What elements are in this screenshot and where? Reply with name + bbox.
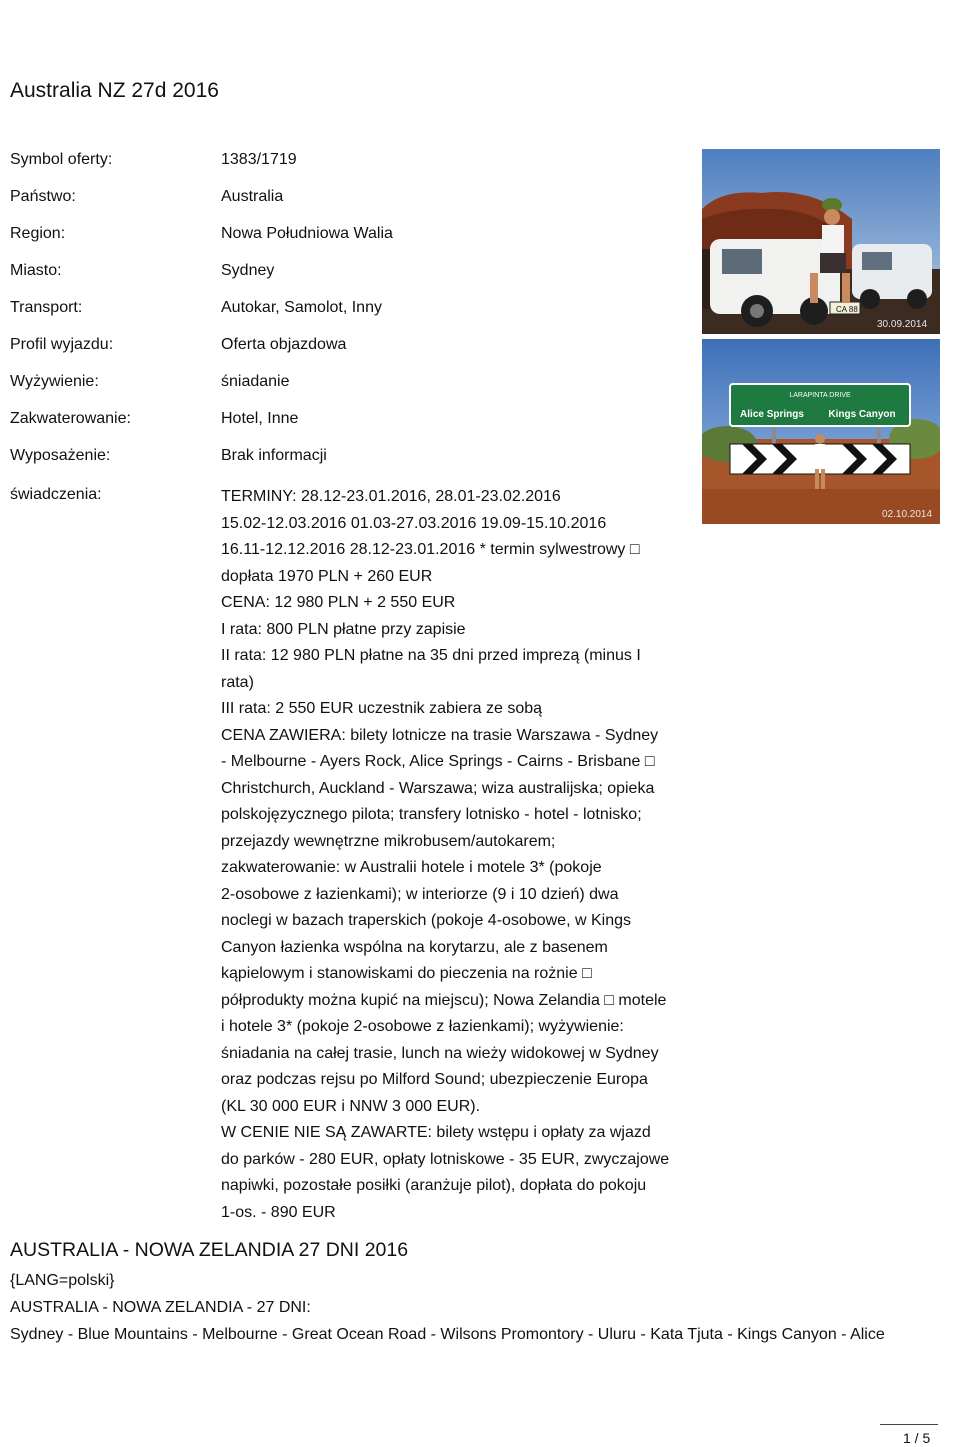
swiadczenia-line: CENA ZAWIERA: bilety lotnicze na trasie Warszawa - Sydney (221, 726, 659, 744)
field-value: 1383/1719 (221, 151, 297, 168)
sign-right-text: Kings Canyon (828, 409, 896, 420)
page-number: 1 / 5 (903, 1430, 931, 1446)
swiadczenia-line: III rata: 2 550 EUR uczestnik zabiera ze sobą (221, 700, 543, 717)
photo-date-stamp: 30.09.2014 (877, 319, 928, 330)
footer-divider (880, 1424, 938, 1425)
photo-uluru-car (702, 149, 940, 334)
field-value: Australia (221, 188, 284, 205)
swiadczenia-line: (KL 30 000 EUR i NNW 3 000 EUR). (221, 1097, 481, 1115)
field-value: Autokar, Samolot, Inny (221, 299, 382, 316)
route-text: Sydney - Blue Mountains - Melbourne - Great Ocean Road - Wilsons Promontory - Uluru - Kata Tjuta - Kings Canyon - Alice (10, 1326, 885, 1343)
swiadczenia-line: dopłata 1970 PLN + 260 EUR (221, 567, 433, 585)
swiadczenia-line: śniadania na całej trasie, lunch na wieży widokowej w Sydney (221, 1044, 659, 1062)
lang-tag: {LANG=polski} (10, 1272, 115, 1289)
field-label: Wyposażenie: (10, 447, 111, 464)
document-title: Australia NZ 27d 2016 (10, 79, 219, 102)
field-label: Profil wyjazdu: (10, 336, 114, 353)
swiadczenia-line: Canyon łazienka wspólna na korytarzu, ale z basenem (221, 938, 608, 956)
swiadczenia-line: do parków - 280 EUR, opłaty lotniskowe - 35 EUR, zwyczajowe (221, 1150, 670, 1168)
swiadczenia-line: Christchurch, Auckland - Warszawa; wiza australijska; opieka (221, 779, 655, 797)
swiadczenia-line: I rata: 800 PLN płatne przy zapisie (221, 620, 466, 638)
field-label: Wyżywienie: (10, 373, 99, 390)
swiadczenia-text (221, 484, 701, 1226)
field-label: Państwo: (10, 188, 76, 205)
field-value: Hotel, Inne (221, 410, 299, 427)
swiadczenia-line: - Melbourne - Ayers Rock, Alice Springs - Cairns - Brisbane □ (221, 753, 655, 770)
swiadczenia-line: zakwaterowanie: w Australii hotele i motele 3* (pokoje (221, 859, 602, 876)
plate-text: CA 88 (836, 305, 858, 314)
swiadczenia-line: 1-os. - 890 EUR (221, 1203, 336, 1221)
swiadczenia-line: półprodukty można kupić na miejscu); Nowa Zelandia □ motele (221, 991, 667, 1009)
swiadczenia-line: CENA: 12 980 PLN + 2 550 EUR (221, 594, 456, 611)
subheading: AUSTRALIA - NOWA ZELANDIA - 27 DNI: (10, 1299, 311, 1316)
swiadczenia-line: kąpielowym i stanowiskami do pieczenia na rożnie □ (221, 965, 592, 982)
swiadczenia-line: przejazdy wewnętrzne mikrobusem/autokarem; (221, 832, 556, 850)
field-label: Region: (10, 225, 66, 242)
section-title: AUSTRALIA - NOWA ZELANDIA 27 DNI 2016 (10, 1239, 409, 1261)
field-label: Miasto: (10, 262, 62, 279)
swiadczenia-line: 2-osobowe z łazienkami); w interiorze (9 i 10 dzień) dwa (221, 885, 619, 903)
field-value: Oferta objazdowa (221, 336, 347, 353)
swiadczenia-line: II rata: 12 980 PLN płatne na 35 dni przed imprezą (minus I (221, 647, 641, 664)
swiadczenia-label: świadczenia: (10, 486, 102, 503)
swiadczenia-line: napiwki, pozostałe posiłki (aranżuje pilot), dopłata do pokoju (221, 1177, 647, 1194)
field-label: Symbol oferty: (10, 151, 113, 168)
sign-top-text: LARAPINTA DRIVE (789, 392, 851, 399)
field-value: Sydney (221, 262, 275, 279)
field-value: Brak informacji (221, 447, 327, 464)
swiadczenia-line: W CENIE NIE SĄ ZAWARTE: bilety wstępu i opłaty za wjazd (221, 1124, 651, 1141)
swiadczenia-line: rata) (221, 673, 254, 691)
photo-date-stamp: 02.10.2014 (882, 509, 933, 520)
field-label: Transport: (10, 299, 83, 316)
swiadczenia-line: 15.02-12.03.2016 01.03-27.03.2016 19.09-15.10.2016 (221, 514, 607, 532)
photo-road-sign (702, 339, 940, 524)
sign-left-text: Alice Springs (740, 409, 804, 420)
swiadczenia-line: polskojęzycznego pilota; transfery lotnisko - hotel - lotnisko; (221, 806, 642, 823)
swiadczenia-line: i hotele 3* (pokoje 2-osobowe z łazienkami); wyżywienie: (221, 1018, 624, 1035)
swiadczenia-line: 16.11-12.12.2016 28.12-23.01.2016 * termin sylwestrowy □ (221, 541, 640, 558)
swiadczenia-line: TERMINY: 28.12-23.01.2016, 28.01-23.02.2016 (221, 488, 561, 505)
field-label: Zakwaterowanie: (10, 410, 131, 427)
swiadczenia-line: oraz podczas rejsu po Milford Sound; ubezpieczenie Europa (221, 1071, 648, 1088)
field-value: Nowa Południowa Walia (221, 225, 393, 242)
swiadczenia-line: noclegi w bazach traperskich (pokoje 4-osobowe, w Kings (221, 912, 631, 929)
field-value: śniadanie (221, 373, 290, 390)
